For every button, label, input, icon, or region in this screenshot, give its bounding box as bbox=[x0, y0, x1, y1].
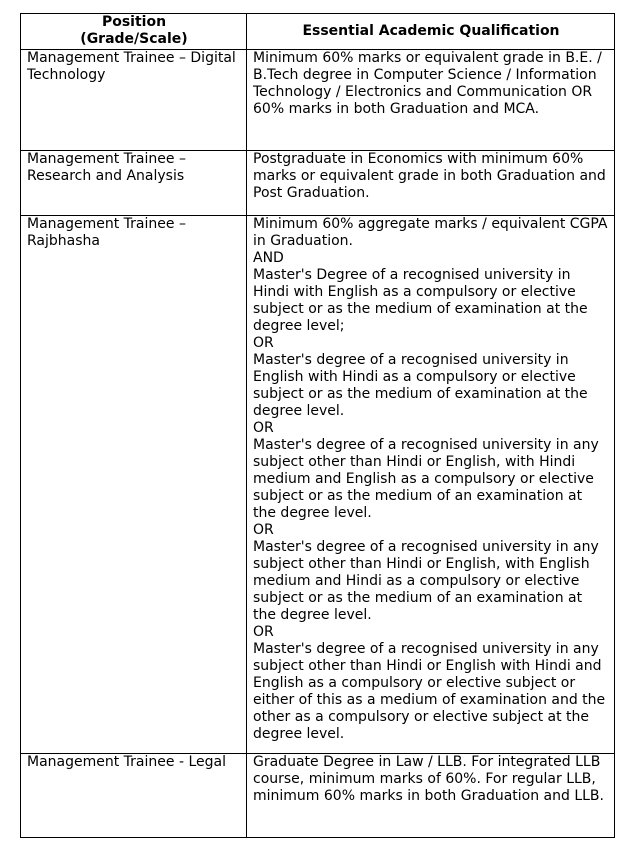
qualification-text: Graduate Degree in Law / LLB. For integrated LLB course, minimum marks of 60%. For regular LLB, minimum 60% marks in both Graduation and LLB. bbox=[253, 754, 604, 804]
header-position bbox=[21, 14, 247, 50]
position-cell: Management Trainee – Digital Technology bbox=[21, 50, 247, 151]
qualification-cell bbox=[247, 754, 615, 838]
qualification-text: Master's Degree of a recognised university in Hindi with English as a compulsory or elective subject or as the medium of examination at the degree level; bbox=[253, 267, 588, 334]
qualification-text: Master's degree of a recognised university in any subject other than Hindi or English with Hindi and English as a compulsory or elective subject or either of this as a medium of examination and the other as a compulsory or elective subject at the degree level. bbox=[253, 641, 606, 742]
table-row bbox=[21, 754, 615, 838]
header-qualification: Essential Academic Qualification bbox=[247, 14, 615, 50]
table-row bbox=[21, 151, 615, 216]
position-cell: Management Trainee – Research and Analysis bbox=[21, 151, 247, 216]
qualification-text: Master's degree of a recognised university in any subject other than Hindi or English, with English medium and Hindi as a compulsory or elective subject or as the medium of an examination at the degree level. bbox=[253, 539, 599, 623]
table-row bbox=[21, 50, 615, 151]
qualification-cell bbox=[247, 216, 615, 754]
position-cell: Management Trainee - Legal bbox=[21, 754, 247, 838]
qualification-text: Master's degree of a recognised university in any subject other than Hindi or English, with Hindi medium and English as a compulsory or elective subject or as the medium of an examination at the degree level. bbox=[253, 437, 599, 521]
qualification-text: Minimum 60% marks or equivalent grade in B.E. / B.Tech degree in Computer Science / Information Technology / Electronics and Communication OR 60% marks in both Graduation and MCA. bbox=[253, 50, 602, 117]
qualification-connector: OR bbox=[253, 624, 274, 640]
table-header-row bbox=[21, 14, 615, 50]
table-row bbox=[21, 216, 615, 754]
header-position-line1: Position bbox=[101, 14, 167, 30]
qualification-connector: AND bbox=[253, 250, 284, 266]
qualification-text: Master's degree of a recognised university in English with Hindi as a compulsory or elective subject or as the medium of examination at the degree level. bbox=[253, 352, 588, 419]
position-cell: Management Trainee – Rajbhasha bbox=[21, 216, 247, 754]
qualification-cell bbox=[247, 151, 615, 216]
qualification-table bbox=[20, 13, 615, 838]
qualification-connector: OR bbox=[253, 335, 274, 351]
qualification-connector: OR bbox=[253, 420, 274, 436]
qualification-text: Postgraduate in Economics with minimum 60% marks or equivalent grade in both Graduation and Post Graduation. bbox=[253, 151, 606, 201]
qualification-cell bbox=[247, 50, 615, 151]
qualification-text: Minimum 60% aggregate marks / equivalent CGPA in Graduation. bbox=[253, 216, 608, 249]
header-position-line2: (Grade/Scale) bbox=[80, 31, 188, 47]
qualification-connector: OR bbox=[253, 522, 274, 538]
